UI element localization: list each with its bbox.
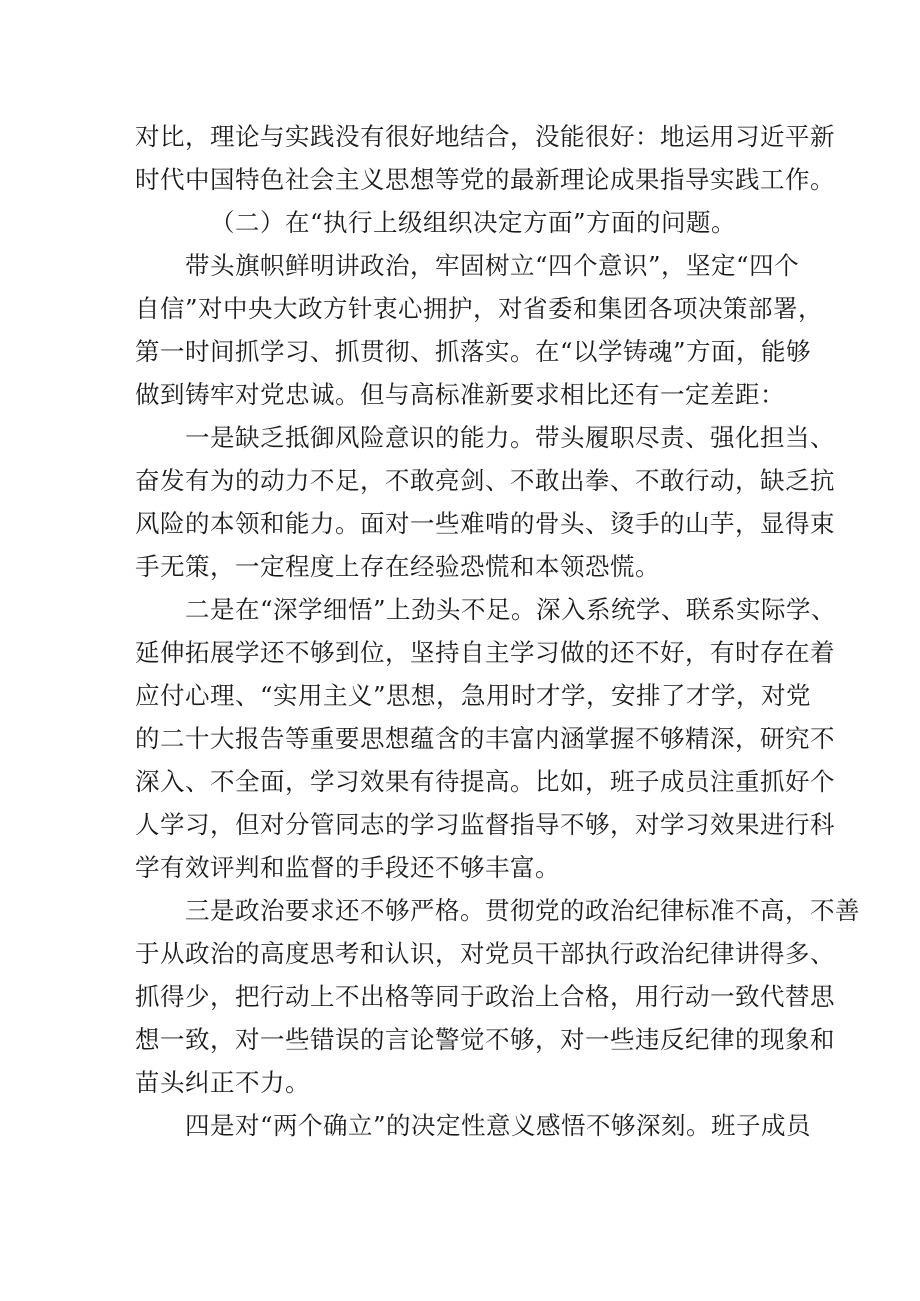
text-line: 手无策，一定程度上存在经验恐慌和本领恐慌。 [135,552,660,581]
text-line: 学有效评判和监督的手段还不够丰富。 [135,853,560,882]
text-line: 做到铸牢对党忠诚。但与高标准新要求相比还有一定差距： [135,380,785,409]
section-heading: （二）在“执行上级组织决定方面”方面的问题。 [210,208,737,237]
text-line: 奋发有为的动力不足，不敢亮剑、不敢出拳、不敢行动，缺乏抗 [135,466,835,495]
text-line: 四是对“两个确立”的决定性意义感悟不够深刻。班子成员 [185,1111,812,1140]
text-line: 时代中国特色社会主义思想等党的最新理论成果指导实践工作。 [135,165,835,194]
text-line: 带头旗帜鲜明讲政治，牢固树立“四个意识”，坚定“四个 [185,251,800,280]
text-line: 苗头纠正不力。 [135,1068,310,1097]
text-line: 深入、不全面，学习效果有待提高。比如，班子成员注重抓好个 [135,767,835,796]
text-line: 人学习，但对分管同志的学习监督指导不够，对学习效果进行科 [135,810,835,839]
text-line: 对比，理论与实践没有很好地结合，没能很好：地运用习近平新 [135,122,835,151]
text-line: 三是政治要求还不够严格。贯彻党的政治纪律标准不高，不善 [185,896,860,925]
text-line: 二是在“深学细悟”上劲头不足。深入系统学、联系实际学、 [185,595,837,624]
text-line: 延伸拓展学还不够到位，坚持自主学习做的还不好，有时存在着 [135,638,835,667]
text-line: 自信”对中央大政方针衷心拥护，对省委和集团各项决策部署， [135,294,824,323]
text-line: 想一致，对一些错误的言论警觉不够，对一些违反纪律的现象和 [135,1025,835,1054]
text-line: 的二十大报告等重要思想蕴含的丰富内涵掌握不够精深，研究不 [135,724,835,753]
text-line: 一是缺乏抵御风险意识的能力。带头履职尽责、强化担当、 [185,423,835,452]
text-line: 应付心理、“实用主义”思想，急用时才学，安排了才学，对党 [135,681,812,710]
text-line: 第一时间抓学习、抓贯彻、抓落实。在“以学铸魂”方面，能够 [135,337,812,366]
text-line: 于从政治的高度思考和认识，对党员干部执行政治纪律讲得多、 [135,939,835,968]
text-line: 抓得少，把行动上不出格等同于政治上合格，用行动一致代替思 [135,982,835,1011]
text-line: 风险的本领和能力。面对一些难啃的骨头、烫手的山芋，显得束 [135,509,835,538]
